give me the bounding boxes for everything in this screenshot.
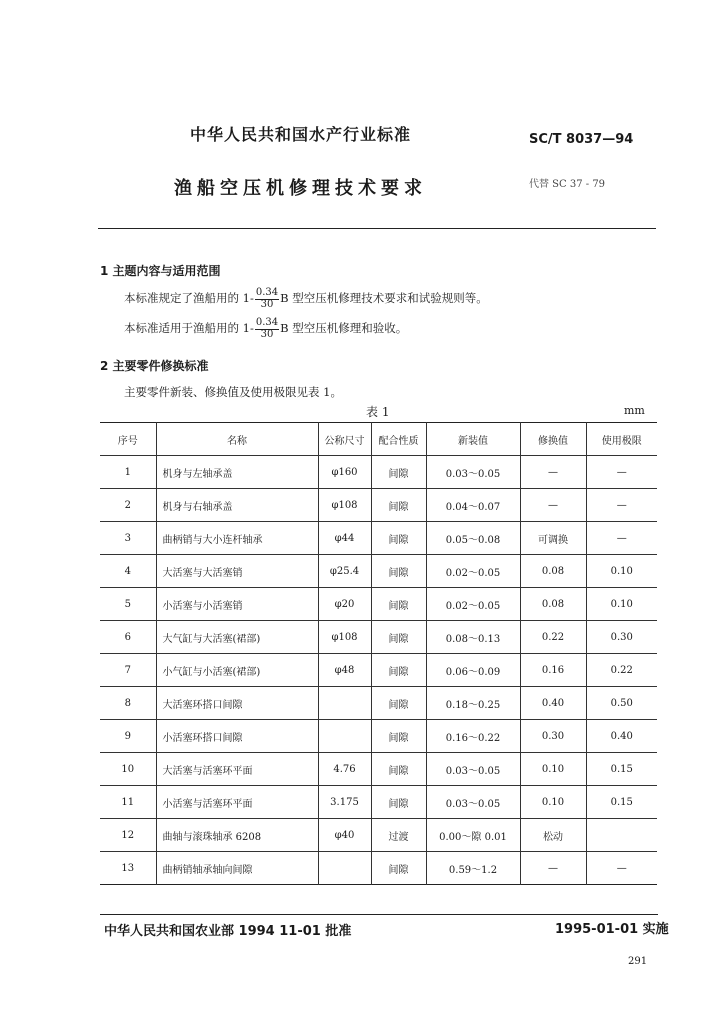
cell-new: 0.06～0.09 [426, 654, 520, 687]
cell-replace: 0.22 [520, 621, 586, 654]
approval-line: 中华人民共和国农业部 1994 11-01 批准 [104, 924, 352, 939]
cell-new: 0.18～0.25 [426, 687, 520, 720]
standard-code: SC/T 8037—94 [529, 132, 634, 147]
table-row [100, 456, 657, 489]
table-unit: mm [624, 404, 645, 417]
cell-new: 0.00～隙 0.01 [426, 819, 520, 852]
cell-size: φ20 [318, 588, 371, 621]
table-row [100, 522, 657, 555]
cell-replace: — [520, 489, 586, 522]
table-row [100, 687, 657, 720]
cell-fit: 间隙 [371, 654, 426, 687]
cell-fit: 间隙 [371, 786, 426, 819]
fraction-denominator: 30 [260, 298, 274, 310]
table-row [100, 786, 657, 819]
fraction-numerator: 0.34 [255, 287, 279, 298]
cell-fit: 间隙 [371, 456, 426, 489]
cell-limit [586, 819, 657, 852]
cell-replace: 0.08 [520, 555, 586, 588]
cell-fit: 间隙 [371, 720, 426, 753]
cell-size [318, 720, 371, 753]
cell-fit: 间隙 [371, 522, 426, 555]
header-no: 序号 [100, 423, 156, 456]
cell-no: 9 [100, 720, 156, 753]
cell-new: 0.03～0.05 [426, 753, 520, 786]
cell-size: φ44 [318, 522, 371, 555]
cell-replace: 0.30 [520, 720, 586, 753]
table-row [100, 555, 657, 588]
cell-name: 曲轴与滚珠轴承 6208 [156, 819, 318, 852]
table-row [100, 588, 657, 621]
implementation-date: 1995-01-01 实施 [555, 922, 669, 937]
cell-name: 小活塞与活塞环平面 [156, 786, 318, 819]
cell-limit: — [586, 522, 657, 555]
cell-replace: 0.10 [520, 753, 586, 786]
p2-text-before: 本标准适用于渔船用的 1- [124, 321, 254, 335]
footer-divider [100, 914, 658, 915]
fraction [255, 288, 279, 310]
parts-table [100, 422, 657, 885]
cell-name: 大活塞与活塞环平面 [156, 753, 318, 786]
cell-size: φ108 [318, 489, 371, 522]
cell-size: 4.76 [318, 753, 371, 786]
cell-no: 2 [100, 489, 156, 522]
cell-replace: 0.08 [520, 588, 586, 621]
header-name: 名称 [156, 423, 318, 456]
section-2-heading: 2 主要零件修换标准 [100, 359, 209, 373]
cell-fit: 间隙 [371, 621, 426, 654]
p2-text-after: B 型空压机修理和验收。 [280, 321, 408, 335]
header-limit: 使用极限 [586, 423, 657, 456]
header-fit-type: 配合性质 [371, 423, 426, 456]
fraction [255, 318, 279, 340]
cell-limit: 0.30 [586, 621, 657, 654]
cell-size: φ48 [318, 654, 371, 687]
cell-limit: 0.50 [586, 687, 657, 720]
table-row [100, 489, 657, 522]
cell-name: 曲柄销与大小连杆轴承 [156, 522, 318, 555]
replaces-note: 代替 SC 37 - 79 [529, 179, 606, 190]
cell-replace: — [520, 852, 586, 885]
section-2-intro: 主要零件新装、修换值及使用极限见表 1。 [124, 385, 342, 399]
cell-no: 4 [100, 555, 156, 588]
cell-no: 13 [100, 852, 156, 885]
table-caption: 表 1 [366, 405, 390, 419]
cell-no: 5 [100, 588, 156, 621]
cell-size: φ25.4 [318, 555, 371, 588]
section-1-paragraph-1 [124, 288, 488, 310]
cell-limit: 0.10 [586, 588, 657, 621]
p1-text-before: 本标准规定了渔船用的 1- [124, 291, 254, 305]
p1-text-after: B 型空压机修理技术要求和试验规则等。 [280, 291, 488, 305]
cell-replace: 0.40 [520, 687, 586, 720]
cell-new: 0.04～0.07 [426, 489, 520, 522]
cell-name: 小气缸与小活塞(裙部) [156, 654, 318, 687]
page-number: 291 [628, 956, 648, 967]
cell-name: 大活塞环搭口间隙 [156, 687, 318, 720]
cell-limit: 0.22 [586, 654, 657, 687]
cell-new: 0.08～0.13 [426, 621, 520, 654]
section-1-paragraph-2 [124, 318, 407, 340]
cell-no: 6 [100, 621, 156, 654]
cell-size [318, 852, 371, 885]
table-row [100, 654, 657, 687]
cell-new: 0.59～1.2 [426, 852, 520, 885]
cell-limit: — [586, 489, 657, 522]
cell-new: 0.16～0.22 [426, 720, 520, 753]
cell-no: 11 [100, 786, 156, 819]
cell-limit: 0.10 [586, 555, 657, 588]
cell-size: φ160 [318, 456, 371, 489]
cell-size: φ40 [318, 819, 371, 852]
cell-fit: 间隙 [371, 753, 426, 786]
cell-no: 12 [100, 819, 156, 852]
cell-limit: 0.15 [586, 786, 657, 819]
cell-limit: — [586, 852, 657, 885]
cell-new: 0.03～0.05 [426, 786, 520, 819]
cell-size: 3.175 [318, 786, 371, 819]
cell-no: 1 [100, 456, 156, 489]
cell-fit: 间隙 [371, 489, 426, 522]
cell-replace: 可调换 [520, 522, 586, 555]
cell-fit: 间隙 [371, 687, 426, 720]
cell-no: 10 [100, 753, 156, 786]
cell-fit: 间隙 [371, 555, 426, 588]
cell-size [318, 687, 371, 720]
cell-fit: 间隙 [371, 852, 426, 885]
cell-replace: 0.16 [520, 654, 586, 687]
document-title: 渔船空压机修理技术要求 [174, 178, 427, 199]
cell-replace: 0.10 [520, 786, 586, 819]
cell-name: 大气缸与大活塞(裙部) [156, 621, 318, 654]
cell-new: 0.03～0.05 [426, 456, 520, 489]
header-nominal-size: 公称尺寸 [318, 423, 371, 456]
cell-new: 0.02～0.05 [426, 588, 520, 621]
cell-name: 大活塞与大活塞销 [156, 555, 318, 588]
table-row [100, 621, 657, 654]
fraction-numerator: 0.34 [255, 317, 279, 328]
cell-name: 曲柄销轴承轴向间隙 [156, 852, 318, 885]
cell-name: 机身与左轴承盖 [156, 456, 318, 489]
table-row [100, 852, 657, 885]
header-divider [98, 228, 656, 229]
table-row [100, 819, 657, 852]
table-row [100, 720, 657, 753]
table-row [100, 753, 657, 786]
section-1-heading: 1 主题内容与适用范围 [100, 264, 221, 278]
cell-size: φ108 [318, 621, 371, 654]
fraction-denominator: 30 [260, 328, 274, 340]
cell-limit: 0.40 [586, 720, 657, 753]
cell-fit: 间隙 [371, 588, 426, 621]
cell-fit: 过渡 [371, 819, 426, 852]
cell-limit: 0.15 [586, 753, 657, 786]
cell-no: 8 [100, 687, 156, 720]
cell-new: 0.02～0.05 [426, 555, 520, 588]
cell-limit: — [586, 456, 657, 489]
header-new-value: 新装值 [426, 423, 520, 456]
cell-no: 3 [100, 522, 156, 555]
cell-name: 小活塞与小活塞销 [156, 588, 318, 621]
cell-replace: 松动 [520, 819, 586, 852]
cell-name: 小活塞环搭口间隙 [156, 720, 318, 753]
standard-name: 中华人民共和国水产行业标准 [190, 125, 412, 144]
table-header-row [100, 423, 657, 456]
cell-name: 机身与右轴承盖 [156, 489, 318, 522]
cell-new: 0.05～0.08 [426, 522, 520, 555]
header-replace-value: 修换值 [520, 423, 586, 456]
cell-replace: — [520, 456, 586, 489]
cell-no: 7 [100, 654, 156, 687]
